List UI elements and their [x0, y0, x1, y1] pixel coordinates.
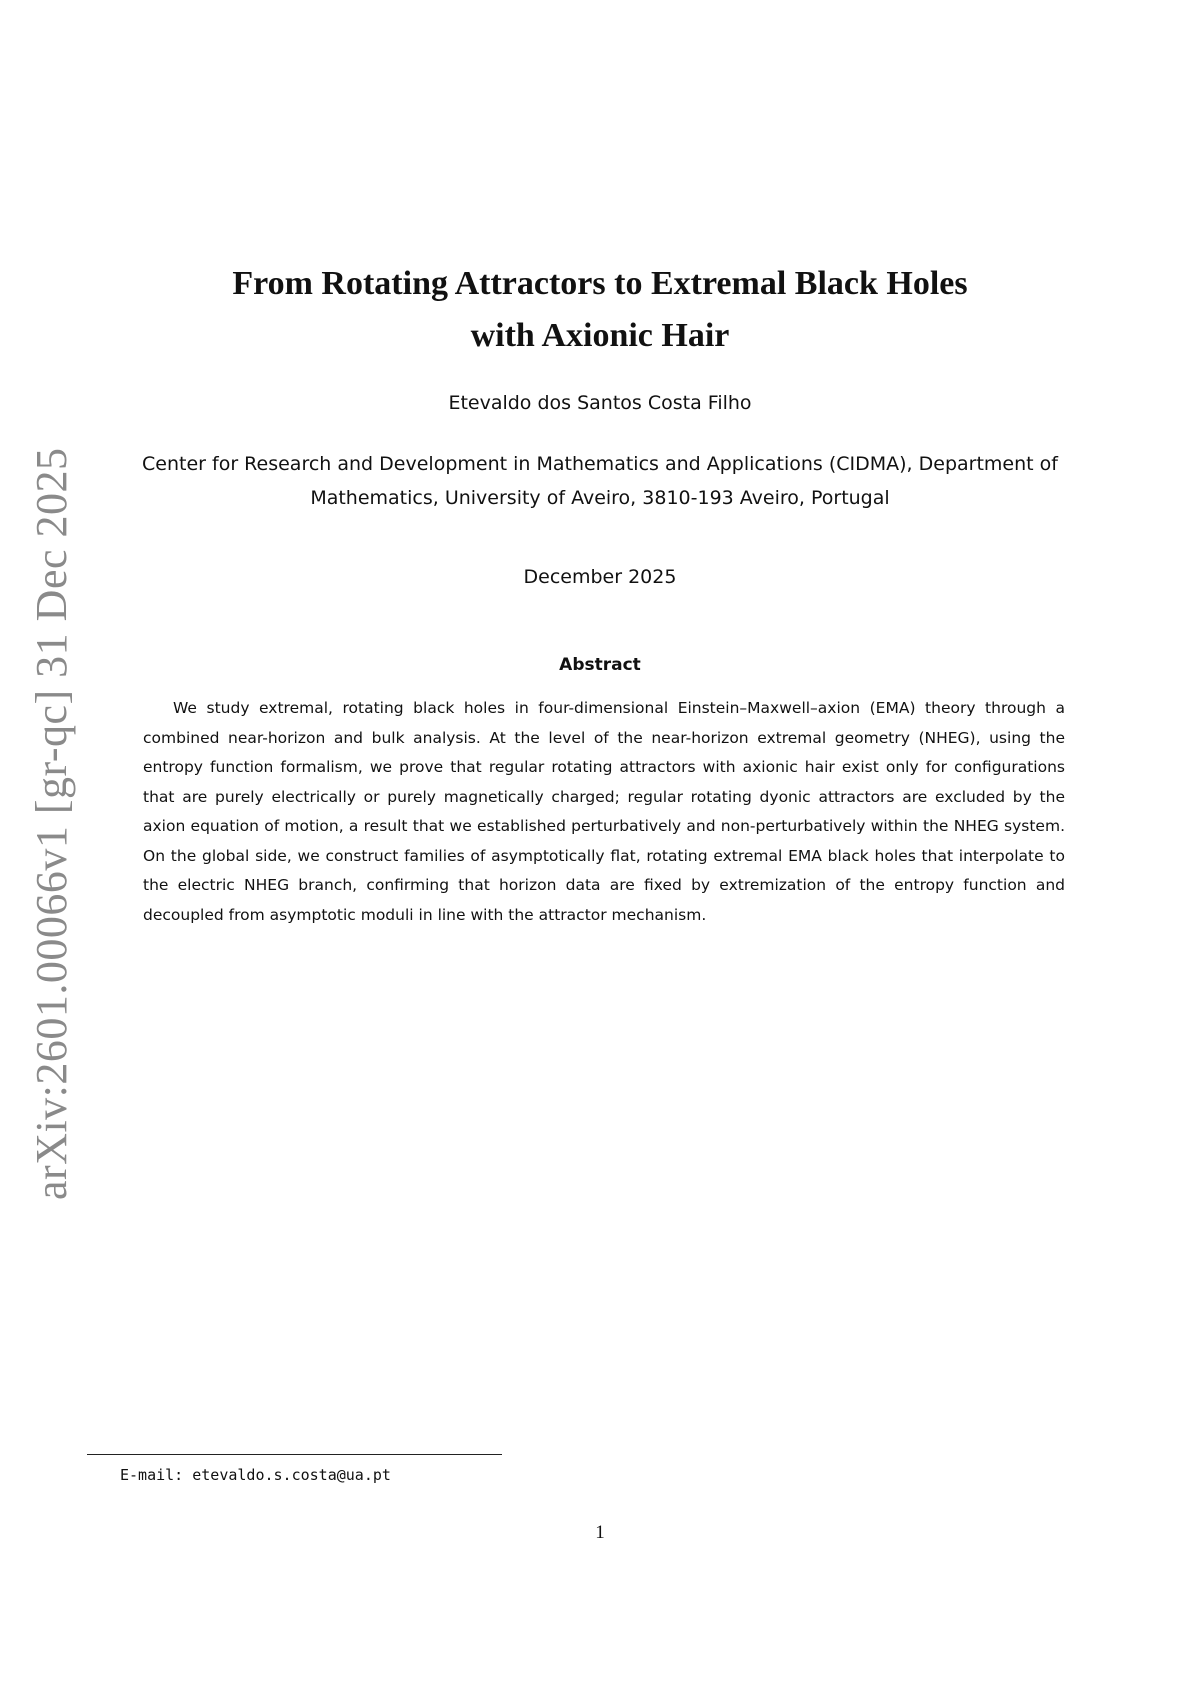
footnote-email: E-mail: etevaldo.s.costa@ua.pt: [120, 1466, 391, 1484]
affiliation-line-2: Mathematics, University of Aveiro, 3810-193 Aveiro, Portugal: [310, 487, 890, 509]
abstract-heading: Abstract: [559, 655, 641, 675]
publication-date: December 2025: [523, 566, 677, 588]
author-affiliation: [80, 447, 1120, 515]
page-number: 1: [595, 1522, 605, 1543]
abstract-text: We study extremal, rotating black holes in four-dimensional Einstein–Maxwell–axion (EMA) theory through a combined near-horizon and bulk analysis. At the level of the near-horizon extremal geometry (NHEG), using the entropy function formalism, we prove that regular rotating attractors with axionic hair exist only for configurations that are purely electrically or purely magnetically charged; regular rotating dyonic attractors are excluded by the axion equation of motion, a result that we established perturbatively and non-perturbatively within the NHEG system. On the global side, we construct families of asymptotically flat, rotating extremal EMA black holes that interpolate to the electric NHEG branch, confirming that horizon data are fixed by extremization of the entropy function and decoupled from asymptotic moduli in line with the attractor mechanism.: [143, 699, 1065, 924]
title-line-2: with Axionic Hair: [470, 317, 730, 354]
paper-title: [100, 258, 1100, 362]
arxiv-identifier-stamp: arXiv:2601.00066v1 [gr-qc] 31 Dec 2025: [27, 447, 76, 1200]
author-name: Etevaldo dos Santos Costa Filho: [448, 392, 752, 414]
title-line-1: From Rotating Attractors to Extremal Black Holes: [232, 265, 968, 302]
footnote-divider: [87, 1454, 502, 1455]
affiliation-line-1: Center for Research and Development in Mathematics and Applications (CIDMA), Department of: [142, 453, 1058, 475]
